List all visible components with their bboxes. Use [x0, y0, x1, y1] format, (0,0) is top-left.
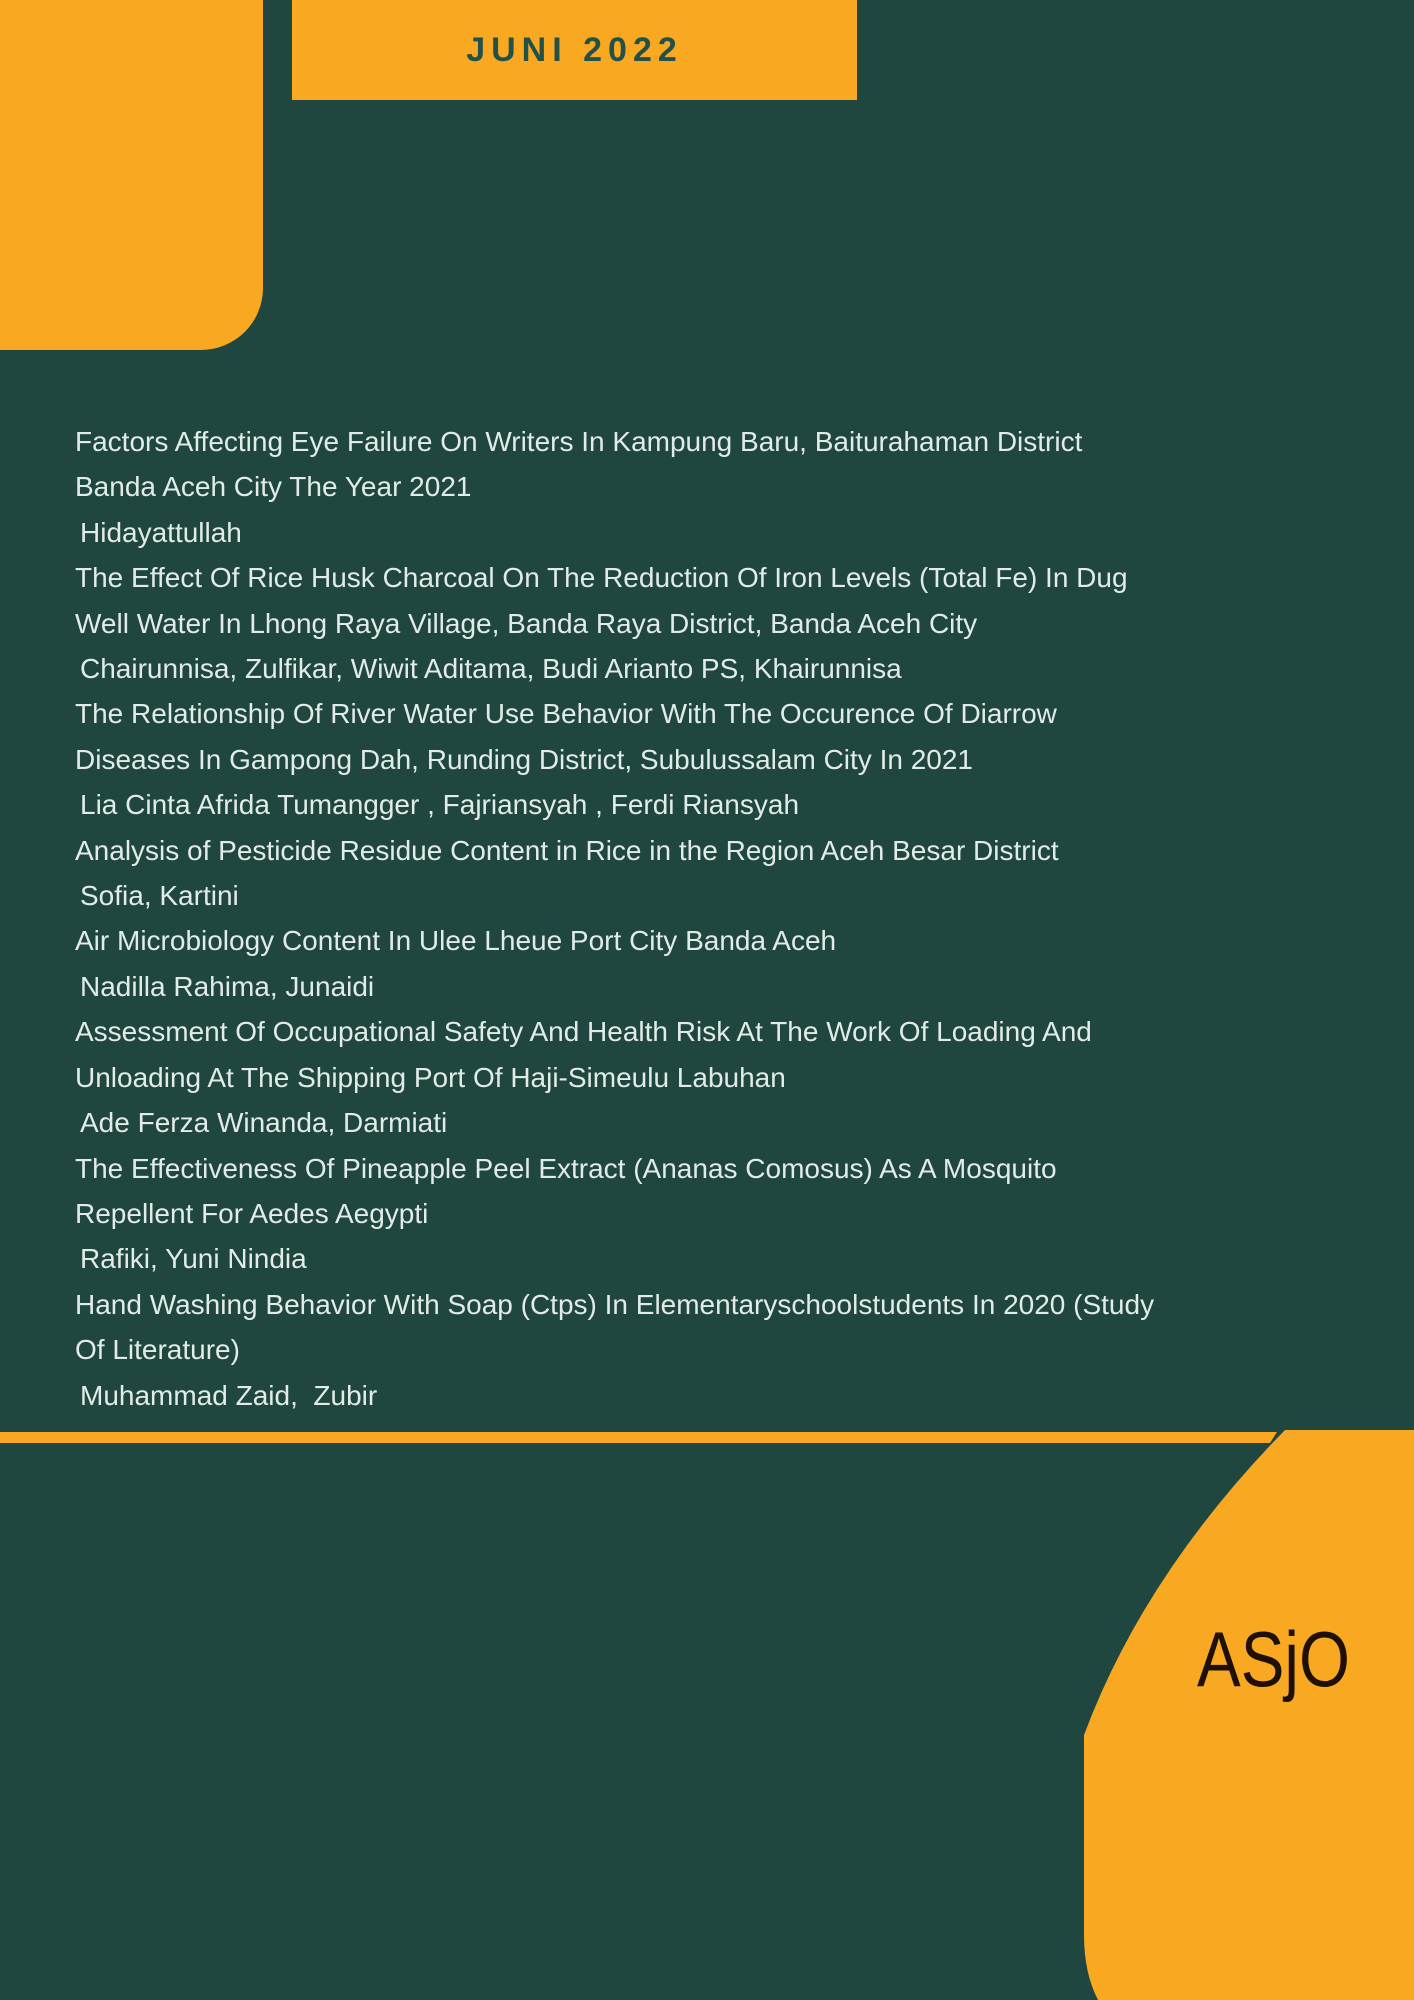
- bullet-column: [47, 918, 75, 1009]
- article-content: [75, 1009, 1367, 1145]
- article-authors: Ade Ferza Winanda, Darmiati: [80, 1107, 448, 1139]
- article-title-line: The Relationship Of River Water Use Behavior With The Occurence Of Diarrow: [75, 698, 1057, 730]
- article-item: [47, 1146, 1367, 1282]
- bottom-right-accent-shape: [1050, 1425, 1414, 2000]
- article-title-line: Air Microbiology Content In Ulee Lheue Port City Banda Aceh: [75, 925, 837, 957]
- article-content: [75, 828, 1367, 919]
- article-item: [47, 1282, 1367, 1418]
- article-title-line: The Effectiveness Of Pineapple Peel Extract (Ananas Comosus) As A Mosquito: [75, 1152, 1057, 1184]
- article-content: [75, 1146, 1367, 1282]
- bullet-column: [47, 691, 75, 827]
- article-item: [47, 691, 1367, 827]
- article-content: [75, 1282, 1367, 1418]
- article-title-line: Repellent For Aedes Aegypti: [75, 1197, 429, 1229]
- bullet-column: [47, 1282, 75, 1418]
- article-content: [75, 419, 1367, 555]
- article-authors: Muhammad Zaid, Zubir: [80, 1379, 378, 1411]
- article-authors: Nadilla Rahima, Junaidi: [80, 970, 375, 1002]
- article-item: [47, 419, 1367, 555]
- article-authors: Rafiki, Yuni Nindia: [80, 1243, 307, 1275]
- bullet-column: [47, 1009, 75, 1145]
- article-content: [75, 691, 1367, 827]
- article-item: [47, 555, 1367, 691]
- article-title-line: Hand Washing Behavior With Soap (Ctps) In Elementaryschoolstudents In 2020 (Study: [75, 1288, 1155, 1320]
- article-content: [75, 555, 1367, 691]
- bullet-column: [47, 828, 75, 919]
- article-authors: Chairunnisa, Zulfikar, Wiwit Aditama, Budi Arianto PS, Khairunnisa: [80, 653, 902, 685]
- issue-banner: [292, 0, 857, 100]
- article-item: [47, 828, 1367, 919]
- article-title-line: Of Literature): [75, 1334, 240, 1366]
- bullet-column: [47, 555, 75, 691]
- article-item: [47, 918, 1367, 1009]
- article-item: [47, 1009, 1367, 1145]
- article-title-line: Diseases In Gampong Dah, Runding District, Subulussalam City In 2021: [75, 743, 973, 775]
- article-title-line: Analysis of Pesticide Residue Content in Rice in the Region Aceh Besar District: [75, 834, 1059, 866]
- article-title-line: The Effect Of Rice Husk Charcoal On The Reduction Of Iron Levels (Total Fe) In Dug: [75, 562, 1128, 594]
- article-title-line: Banda Aceh City The Year 2021: [75, 471, 472, 503]
- article-title-line: Well Water In Lhong Raya Village, Banda Raya District, Banda Aceh City: [75, 607, 978, 639]
- article-list: [47, 419, 1367, 1418]
- top-left-accent-shape: [0, 0, 263, 350]
- issue-label: JUNI 2022: [466, 30, 683, 69]
- article-authors: Lia Cinta Afrida Tumangger , Fajriansyah , Ferdi Riansyah: [80, 789, 800, 821]
- article-authors: Sofia, Kartini: [80, 880, 239, 912]
- article-title-line: Factors Affecting Eye Failure On Writers In Kampung Baru, Baiturahaman District: [75, 426, 1083, 457]
- article-authors: Hidayattullah: [80, 516, 242, 548]
- bullet-column: [47, 1146, 75, 1282]
- article-title-line: Assessment Of Occupational Safety And Health Risk At The Work Of Loading And: [75, 1016, 1092, 1048]
- bullet-column: [47, 419, 75, 555]
- accent-shape-path: [1084, 1430, 1414, 2000]
- article-content: [75, 918, 1367, 1009]
- article-title-line: Unloading At The Shipping Port Of Haji-Simeulu Labuhan: [75, 1061, 786, 1093]
- journal-logo: ASjO: [1197, 1615, 1350, 1703]
